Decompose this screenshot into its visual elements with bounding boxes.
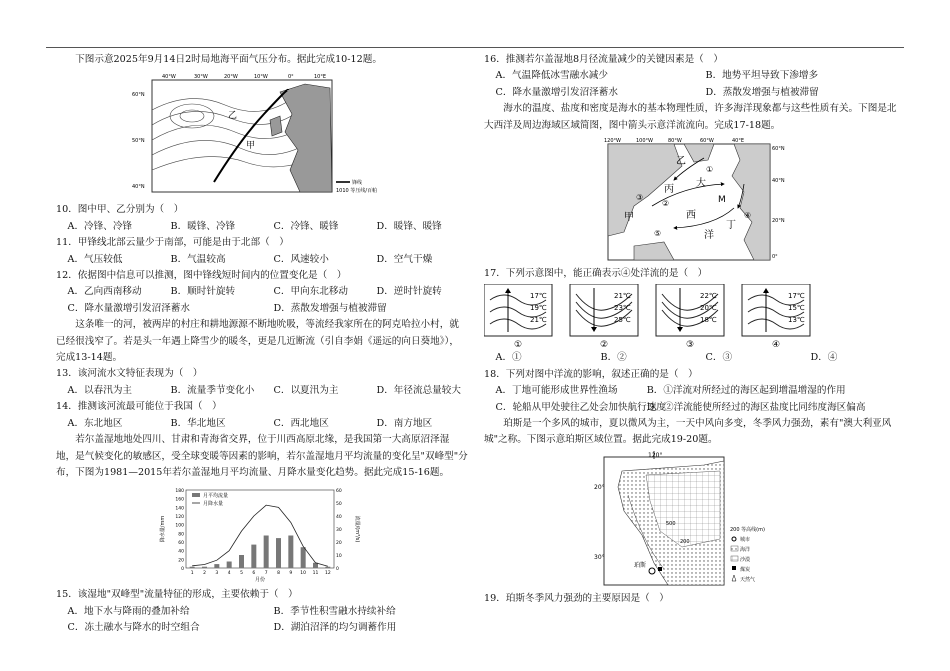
map-circle-4: ④ xyxy=(744,211,752,221)
q16-option-b[interactable]: B．地势平坦导致下渗增多 xyxy=(705,70,819,82)
q13-stem: 13．该河流水文特征表现为（ ） xyxy=(56,368,203,380)
left-column xyxy=(56,52,468,637)
y-tick-left: 160 xyxy=(175,497,184,503)
x-tick: 2 xyxy=(203,571,206,577)
temp-label: 19℃ xyxy=(530,304,547,313)
map-circle-2: ② xyxy=(662,199,670,209)
flow-bar xyxy=(264,536,269,569)
panel-number: ① xyxy=(514,340,523,351)
y-tick-left: 180 xyxy=(175,489,184,495)
lon-label: 20°W xyxy=(224,74,238,81)
map-label-yi: 乙 xyxy=(676,156,686,168)
q12-stem: 12．依据图中信息可以推测，图中锋线短时间内的位置变化是（ ） xyxy=(56,270,347,282)
temp-label: 22℃ xyxy=(700,292,717,301)
q15-option-b[interactable]: B．季节性积雪融水持续补给 xyxy=(273,605,396,617)
legend-coal: 煤炭 xyxy=(740,566,751,573)
perth-lat: 30° xyxy=(594,553,605,561)
x-tick: 5 xyxy=(240,571,243,577)
q13-option-b[interactable]: B．流量季节变化小 xyxy=(170,384,255,396)
map-circle-1: ① xyxy=(706,165,714,175)
q15-stem: 15．该湿地"双峰型"流量特征的形成，主要依赖于（ ） xyxy=(56,589,298,601)
q18-option-a[interactable]: A．丁地可能形成世界性渔场 xyxy=(495,385,618,397)
temp-label: 21℃ xyxy=(614,292,631,301)
q17-option-a[interactable]: A．① xyxy=(495,352,522,364)
legend-ocean: 海洋 xyxy=(740,546,751,553)
header-rule xyxy=(46,47,904,48)
lon-label: 80°W xyxy=(668,138,682,145)
current-panel-1 xyxy=(484,284,552,350)
x-tick: 11 xyxy=(312,571,319,577)
q10-option-c[interactable]: C．冷锋、暖锋 xyxy=(273,220,339,232)
contour-label: 500 xyxy=(666,520,676,527)
q18-stem: 18．下列对图中洋流的影响，叙述正确的是（ ） xyxy=(484,368,698,380)
q10-option-d[interactable]: D．暖锋、暖锋 xyxy=(376,220,442,232)
map-label-ding: 丁 xyxy=(726,220,736,232)
rain-line xyxy=(192,505,328,566)
q16-option-d[interactable]: D．蒸散发增强与植被滞留 xyxy=(705,86,819,98)
q18-options xyxy=(484,383,904,416)
wetland-chart xyxy=(156,482,366,584)
flow-bar xyxy=(190,567,195,568)
q17-option-c[interactable]: C．③ xyxy=(705,352,733,364)
x-tick: 1 xyxy=(190,571,194,577)
q14-stem: 14．推测该河流最可能位于我国（ ） xyxy=(56,401,222,413)
q10-stem: 10．图中甲、乙分别为（ ） xyxy=(56,204,184,216)
y-tick-left: 0 xyxy=(181,567,184,573)
flow-bar xyxy=(227,562,232,569)
label-yi: 乙 xyxy=(228,111,238,122)
legend-flow: 月平均流量 xyxy=(203,493,229,500)
flow-bar xyxy=(214,564,219,568)
intro-river: 这条唯一的河，被两岸的村庄和耕地源源不断地吮吸，等流经我家所在的阿克哈拉小村，就已经很浅窄了。若是头一年遇上降雪少的暖冬，更是几近断流（引自李娟《遥远的向日葵地》），完成13-14题。 xyxy=(56,319,459,364)
intro-pressure: 下图示意2025年9月14日2时局地海平面气压分布。据此完成10-12题。 xyxy=(75,54,382,65)
temp-label: 25℃ xyxy=(614,316,631,325)
current-panel-3 xyxy=(656,284,724,350)
flow-bar xyxy=(251,545,256,568)
flow-bar xyxy=(239,555,244,568)
panel-number: ③ xyxy=(686,340,695,351)
y-tick-right: 50 xyxy=(336,502,342,508)
intro-wetland: 若尔盖湿地地处四川、甘肃和青海省交界，位于川西高原北缘，是我国第一大高原沼泽湿地，是气候变化的敏感区，受全球变暖等因素的影响，若尔盖湿地月平均流量的变化呈"双峰型"分布，下图为1981—2015年若尔盖湿地月平均流量、月降水量变化趋势。据此完成15-16题。 xyxy=(56,434,468,478)
q12-option-d[interactable]: D．逆时针旋转 xyxy=(376,286,442,298)
lat-label: 50°N xyxy=(132,138,145,145)
map-label-bing: 丙 xyxy=(664,184,674,196)
q12-option-c[interactable]: C．甲向东北移动 xyxy=(273,286,349,298)
q12-option-a[interactable]: A．乙向西南移动 xyxy=(67,286,142,298)
lat-label: 40°N xyxy=(772,178,785,185)
q10-option-a[interactable]: A．冷锋、冷锋 xyxy=(67,220,133,232)
q16-option-a[interactable]: A．气温降低冰雪融水减少 xyxy=(495,70,608,82)
current-panels xyxy=(484,284,904,350)
q13-option-c[interactable]: C．以夏汛为主 xyxy=(273,384,339,396)
q13-option-a[interactable]: A．以春汛为主 xyxy=(67,384,133,396)
temp-label: 23℃ xyxy=(614,304,631,313)
lon-label: 120°W xyxy=(604,138,621,145)
q12-extra-options xyxy=(56,301,468,317)
x-tick: 9 xyxy=(289,571,293,577)
temp-label: 18℃ xyxy=(700,316,717,325)
perth-lon: 120° xyxy=(648,451,663,459)
q19-stem: 19．珀斯冬季风力强劲的主要原因是（ ） xyxy=(484,592,669,604)
y-tick-right: 0 xyxy=(336,567,339,573)
q15-option-d[interactable]: D．湖泊沼泽的均匀调蓄作用 xyxy=(273,622,397,634)
lon-label: 10°W xyxy=(254,74,268,81)
lon-label: 0° xyxy=(288,74,294,81)
temp-label: 21℃ xyxy=(530,316,547,325)
x-tick: 12 xyxy=(324,571,331,577)
perth-map-figure xyxy=(594,451,904,591)
y-tick-left: 120 xyxy=(175,515,184,521)
q11-option-c[interactable]: C．风速较小 xyxy=(273,253,329,265)
q15-options xyxy=(56,604,468,637)
lat-label: 40°N xyxy=(132,184,145,191)
legend-swatch-flow xyxy=(192,493,200,497)
q18-option-d[interactable]: D．②洋流能使所经过的海区盐度比同纬度海区偏高 xyxy=(646,401,866,413)
q14-option-d[interactable]: D．南方地区 xyxy=(376,417,433,429)
q16-option-c[interactable]: C．降水量激增引发沼泽蓄水 xyxy=(495,86,618,98)
y-tick-right: 20 xyxy=(336,541,342,547)
y-tick-left: 80 xyxy=(178,532,184,538)
atlantic-map xyxy=(594,136,794,264)
q18-option-b[interactable]: B．①洋流对所经过的海区起到增温增湿的作用 xyxy=(646,385,846,397)
q14-option-c[interactable]: C．西北地区 xyxy=(273,417,329,429)
q16-stem: 16．推测若尔盖湿地8月径流量减少的关键因素是（ ） xyxy=(484,54,723,65)
q17-options xyxy=(484,350,904,366)
x-tick: 3 xyxy=(215,571,219,577)
flow-bar xyxy=(288,536,293,569)
lat-label: 0° xyxy=(772,254,778,261)
q12-extra-d[interactable]: D．蒸散发增强与植被滞留 xyxy=(273,302,387,314)
perth-lat: 20° xyxy=(594,483,605,491)
q17-option-b[interactable]: B．② xyxy=(600,352,627,364)
wetland-chart-figure xyxy=(156,482,468,584)
temp-label: 20℃ xyxy=(700,304,717,313)
y-tick-right: 40 xyxy=(336,515,342,521)
q15-option-c[interactable]: C．冻土融水与降水的时空组合 xyxy=(67,622,200,634)
q12-extra-c[interactable]: C．降水量激增引发沼泽蓄水 xyxy=(67,302,190,314)
y-tick-left: 60 xyxy=(178,541,184,547)
q12-option-b[interactable]: B．顺时针旋转 xyxy=(170,286,236,298)
q18-option-c[interactable]: C．轮船从甲处驶往乙处会加快航行速度 xyxy=(495,401,666,413)
q13-option-d[interactable]: D．年径流总量较大 xyxy=(376,384,461,396)
x-axis-label: 月份 xyxy=(254,577,266,584)
q11-stem: 11．甲锋线北部云量少于南部，可能是由于北部（ ） xyxy=(56,237,289,249)
panel-number: ② xyxy=(600,340,609,351)
q14-option-b[interactable]: B．华北地区 xyxy=(170,417,226,429)
current-panels-svg xyxy=(484,284,814,350)
y-axis-label-left: 降水量/mm xyxy=(160,516,166,543)
current-panel-4 xyxy=(742,284,810,350)
y-tick-left: 20 xyxy=(178,558,184,564)
lon-label: 60°W xyxy=(700,138,714,145)
q17-stem: 17．下列示意图中，能正确表示④处洋流的是（ ） xyxy=(484,268,708,280)
right-column xyxy=(484,52,904,607)
legend-isobar: 1010 等压线/百帕 xyxy=(336,188,377,195)
map-label-m: M xyxy=(718,195,726,206)
lon-label: 100°W xyxy=(636,138,653,145)
q12-options xyxy=(56,284,468,300)
y-tick-right: 30 xyxy=(336,528,342,534)
q11-option-d[interactable]: D．空气干燥 xyxy=(376,253,433,265)
x-tick: 4 xyxy=(227,571,231,577)
legend-contour: 200 等高线(m) xyxy=(730,526,765,533)
q16-options xyxy=(484,68,904,101)
lat-label: 20°N xyxy=(772,218,785,225)
q17-option-d[interactable]: D．④ xyxy=(810,352,838,364)
q10-option-b[interactable]: B．暖锋、冷锋 xyxy=(170,220,236,232)
lon-label: 30°W xyxy=(194,74,208,81)
label-jia: 甲 xyxy=(246,141,256,152)
legend-gas: 天然气 xyxy=(740,576,756,583)
y-tick-right: 60 xyxy=(336,489,342,495)
flow-bar xyxy=(276,538,281,568)
q11-options xyxy=(56,252,468,268)
legend-rain: 月降水量 xyxy=(203,501,224,508)
q10-options xyxy=(56,219,468,235)
y-tick-left: 100 xyxy=(175,523,184,529)
perth-map xyxy=(594,451,794,591)
legend-desert: 沙漠 xyxy=(740,556,751,563)
pressure-map xyxy=(130,70,380,196)
q14-option-a[interactable]: A．东北地区 xyxy=(67,417,123,429)
q14-options xyxy=(56,416,468,432)
perth-city-label: 珀斯 xyxy=(634,561,647,569)
atlantic-map-figure xyxy=(594,136,904,264)
lat-label: 60°N xyxy=(772,146,785,153)
q11-option-b[interactable]: B．气温较高 xyxy=(170,253,226,265)
intro-perth: 珀斯是一个多风的城市，夏以微风为主，一天中风向多变，冬季风力强劲，素有"澳大利亚风城"之称。下图示意珀斯区域位置。据此完成19-20题。 xyxy=(484,418,892,446)
pressure-map-figure xyxy=(130,70,468,198)
q15-option-a[interactable]: A．地下水与降雨的叠加补给 xyxy=(67,605,190,617)
legend-city: 城市 xyxy=(740,536,751,543)
y-axis-label-right: 流量/(m³/s) xyxy=(354,515,360,543)
temp-label: 17℃ xyxy=(788,292,805,301)
legend-front: 锋线 xyxy=(352,180,363,187)
temp-label: 15℃ xyxy=(788,304,805,313)
x-tick: 8 xyxy=(277,571,280,577)
flow-bar xyxy=(325,567,330,568)
flow-bar xyxy=(301,548,306,569)
map-circle-5: ⑤ xyxy=(654,229,662,239)
x-tick: 6 xyxy=(252,571,256,577)
y-tick-left: 140 xyxy=(175,506,184,512)
map-circle-3: ③ xyxy=(636,193,644,203)
map-label-yang: 洋 xyxy=(704,230,714,242)
current-panel-2 xyxy=(570,284,638,350)
x-tick: 7 xyxy=(264,571,268,577)
temp-label: 13℃ xyxy=(788,316,805,325)
y-tick-right: 10 xyxy=(336,554,342,560)
lon-label: 40°E xyxy=(732,138,745,145)
q11-option-a[interactable]: A．气压较低 xyxy=(67,253,123,265)
y-tick-left: 40 xyxy=(178,549,184,555)
lon-label: 10°E xyxy=(314,74,327,81)
lon-label: 40°W xyxy=(162,74,176,81)
flow-bar xyxy=(202,567,207,568)
map-label-jia: 甲 xyxy=(624,212,634,224)
lat-label: 60°N xyxy=(132,92,145,99)
map-label-xi: 西 xyxy=(686,210,696,222)
panel-number: ④ xyxy=(772,340,781,351)
contour-label: 200 xyxy=(680,538,690,545)
intro-ocean: 海水的温度、盐度和密度是海水的基本物理性质，许多海洋现象都与这些性质有关。下图是北大西洋及周边海域区域简图，图中箭头示意洋流流向。完成17-18题。 xyxy=(484,103,897,131)
map-label-da: 大 xyxy=(696,178,706,190)
x-tick: 10 xyxy=(300,571,307,577)
q13-options xyxy=(56,383,468,399)
temp-label: 17℃ xyxy=(530,292,547,301)
